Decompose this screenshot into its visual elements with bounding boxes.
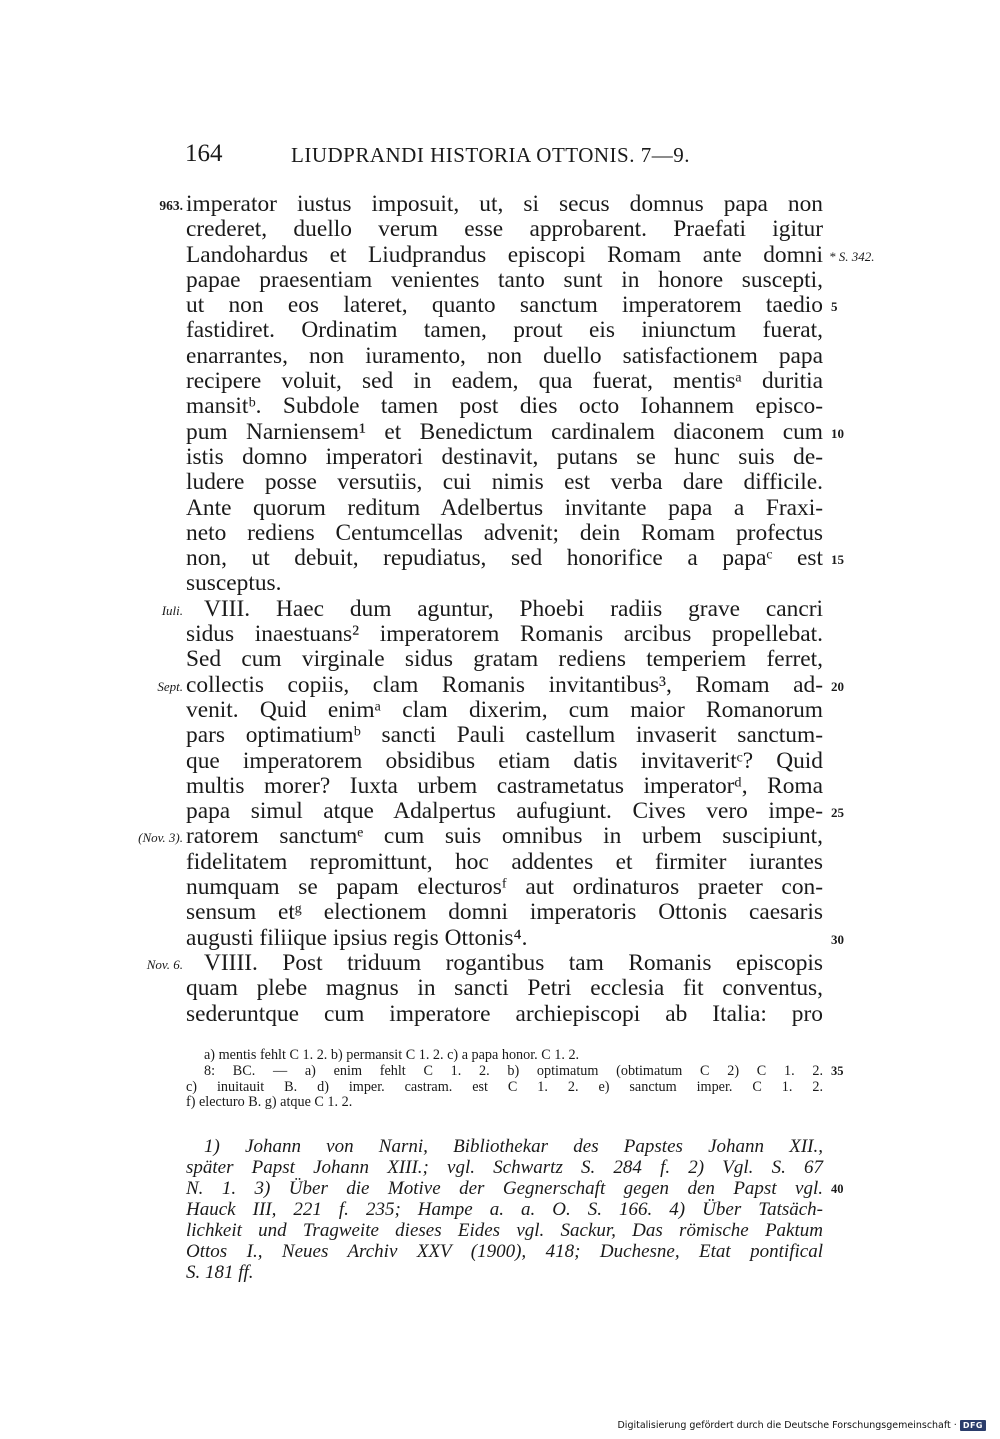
main-text <box>138 191 875 1027</box>
line-number-right: 35 <box>831 1063 844 1078</box>
text-line <box>186 622 823 647</box>
apparatus-line <box>186 1062 844 1080</box>
text-line <box>186 394 823 419</box>
footnotes <box>186 1136 844 1283</box>
text-line-text: recipere voluit, sed in eadem, qua fuerat, mentisᵃ duritia <box>186 368 823 395</box>
footnote-line-text: S. 181 ff. <box>186 1262 254 1283</box>
text-line <box>186 545 844 572</box>
text-line <box>186 698 823 723</box>
text-line-text: mansitᵇ. Subdole tamen post dies octo Iohannem episco- <box>186 393 823 420</box>
margin-note-left: (Nov. 3). <box>138 830 183 846</box>
text-line-text: fidelitatem repromittunt, hoc addentes et firmiter iurantes <box>186 848 823 875</box>
margin-note-left: Sept. <box>157 678 183 694</box>
text-line <box>146 949 823 976</box>
text-line <box>157 671 844 698</box>
page-number: 164 <box>185 140 223 167</box>
text-line <box>186 924 844 951</box>
apparatus-line <box>186 1095 823 1111</box>
text-line <box>186 418 844 445</box>
text-line-text: susceptus. <box>186 570 282 597</box>
text-line-text: neto rediens Centumcellas advenit; dein Romam profectus <box>186 519 823 546</box>
footnote-line <box>186 1262 823 1283</box>
text-line-text: non, ut debuit, repudiatus, sed honorifice a papaᶜ est <box>186 545 823 572</box>
margin-note-left: Nov. 6. <box>146 956 183 972</box>
text-line-text: sidus inaestuans² imperatorem Romanis arcibus propellebat. <box>186 621 823 648</box>
text-line-text: multis morer? Iuxta urbem castrametatus imperatorᵈ, Roma <box>186 772 823 799</box>
footnote-line-text: Ottos I., Neues Archiv XXV (1900), 418; Duchesne, Etat pontifical <box>186 1241 823 1262</box>
text-line <box>186 976 823 1001</box>
text-line <box>186 749 823 774</box>
footnote-line-text: lichkeit und Tragweite dieses Eides vgl. Sackur, Das römische Paktum <box>186 1220 823 1241</box>
text-line-text: ratorem sanctumᵉ cum suis omnibus in urbem suscipiunt, <box>186 823 823 850</box>
text-line <box>186 875 823 900</box>
text-line <box>186 774 823 799</box>
text-line <box>186 344 823 369</box>
line-number-right: 30 <box>831 931 844 947</box>
text-line <box>186 798 844 825</box>
text-line-text: istis domno imperatori destinavit, putans se hunc suis de- <box>186 443 823 470</box>
dfg-logo: DFG <box>960 1420 986 1431</box>
text-line-text: ludere posse versutiis, cui nimis est verba dare difficile. <box>186 469 823 496</box>
footnote-line-text: Hauck III, 221 f. 235; Hampe a. a. O. S. 166. 4) Über Tatsäch- <box>186 1199 823 1220</box>
line-number-right: 20 <box>831 678 844 694</box>
line-number-right: 40 <box>831 1182 844 1196</box>
page-header <box>185 140 825 174</box>
text-line <box>186 1002 823 1027</box>
text-line-text: papa simul atque Adalpertus aufugiunt. Cives vero impe- <box>186 798 823 825</box>
text-line-text: fastidiret. Ordinatim tamen, prout eis iniunctum fuerat, <box>186 317 823 344</box>
text-line <box>186 470 823 495</box>
text-line <box>186 571 823 596</box>
apparatus-line-text: a) mentis fehlt C 1. 2. b) permansit C 1. 2. c) a papa honor. C 1. 2. <box>204 1047 580 1063</box>
digitization-credit <box>617 1420 986 1431</box>
text-line <box>186 217 823 242</box>
text-line <box>186 318 823 343</box>
text-line-text: ut non eos lateret, quanto sanctum imperatorem taedio <box>186 292 823 319</box>
credit-text: Digitalisierung gefördert durch die Deutsche Forschungsgemeinschaft · <box>617 1420 957 1431</box>
text-line-text: VIIII. Post triduum rogantibus tam Romanis episcopis <box>204 949 823 976</box>
footnote-line <box>186 1136 823 1157</box>
apparatus-line-text: f) electuro B. g) atque C 1. 2. <box>186 1094 353 1111</box>
text-line-text: augusti filiique ipsius regis Ottonis⁴. <box>186 924 528 951</box>
text-line-text: Landohardus et Liudprandus episcopi Romam ante domni <box>186 241 823 268</box>
text-line-text: collectis copiis, clam Romanis invitantibus³, Romam ad- <box>186 671 823 698</box>
footnote-line <box>186 1241 823 1262</box>
text-line-text: imperator iustus imposuit, ut, si secus domnus papa non <box>186 191 823 217</box>
line-number-right: 10 <box>831 425 844 441</box>
text-line-text: VIII. Haec dum aguntur, Phoebi radiis grave cancri <box>204 595 823 622</box>
text-line-text: pum Narniensem¹ et Benedictum cardinalem diaconem cum <box>186 418 823 445</box>
footnote-line <box>186 1220 823 1241</box>
footnote-line <box>186 1178 844 1199</box>
text-line-text: sederuntque cum imperatore archiepiscopi ab Italia: pro <box>186 1000 823 1027</box>
text-line <box>186 521 823 546</box>
footnote-line <box>186 1199 823 1220</box>
running-title: LIUDPRANDI HISTORIA OTTONIS. 7—9. <box>291 143 690 167</box>
text-line <box>186 292 838 319</box>
footnote-line-text: später Papst Johann XIII.; vgl. Schwartz S. 284 f. 2) Vgl. S. 67 <box>186 1157 823 1178</box>
text-line-text: que imperatorem obsidibus etiam datis invitaveritᶜ? Quid <box>186 747 823 774</box>
critical-apparatus <box>186 1047 844 1111</box>
margin-note-left: Iuli. <box>161 602 183 618</box>
text-line-text: crederet, duello verum esse approbarent. Praefati igitur <box>186 216 823 243</box>
text-line-text: pars optimatiumᵇ sancti Pauli castellum invaserit sanctum- <box>186 722 823 749</box>
text-line-text: papae praesentiam venientes tanto sunt in honore suscepti, <box>186 266 823 293</box>
line-number-right: * S. 342. <box>829 248 875 264</box>
line-number-right: 25 <box>831 805 844 821</box>
text-line <box>186 268 823 293</box>
text-line-text: Ante quorum reditum Adelbertus invitante papa a Fraxi- <box>186 494 823 521</box>
line-number-right: 5 <box>831 299 838 315</box>
text-line <box>186 647 823 672</box>
footnote-line-text: N. 1. 3) Über die Motive der Gegnerschaft gegen den Papst vgl. <box>186 1178 823 1199</box>
text-line-text: numquam se papam electurosᶠ aut ordinaturos praeter con- <box>186 874 823 901</box>
apparatus-line <box>186 1048 823 1064</box>
text-line-text: Sed cum virginale sidus gratam rediens temperiem ferret, <box>186 646 823 673</box>
text-line <box>138 823 823 850</box>
footnote-line-text: 1) Johann von Narni, Bibliothekar des Papstes Johann XII., <box>204 1136 823 1157</box>
text-line-text: quam plebe magnus in sancti Petri ecclesia fit conventus, <box>186 975 823 1002</box>
text-line <box>186 369 823 394</box>
text-line <box>186 723 823 748</box>
text-line-text: venit. Quid enimᵃ clam dixerim, cum maior Romanorum <box>186 696 823 723</box>
text-line-text: sensum etᵍ electionem domni imperatoris Ottonis caesaris <box>186 899 823 926</box>
text-line-text: enarrantes, non iuramento, non duello satisfactionem papa <box>186 342 823 369</box>
text-line <box>186 850 823 875</box>
text-line <box>186 241 875 268</box>
text-line <box>161 595 823 622</box>
apparatus-line-text: c) inuitauit B. d) imper. castram. est C 1. 2. e) sanctum imper. C 1. 2. <box>186 1078 823 1095</box>
margin-note-left: 963. <box>159 198 183 213</box>
footnote-line <box>186 1157 823 1178</box>
text-line <box>186 445 823 470</box>
apparatus-line <box>186 1080 823 1096</box>
text-line <box>159 191 823 217</box>
text-line <box>186 900 823 925</box>
apparatus-line-text: 8: BC. — a) enim fehlt C 1. 2. b) optimatum (obtimatum C 2) C 1. 2. <box>204 1062 823 1079</box>
line-number-right: 15 <box>831 552 844 568</box>
text-line <box>186 496 823 521</box>
